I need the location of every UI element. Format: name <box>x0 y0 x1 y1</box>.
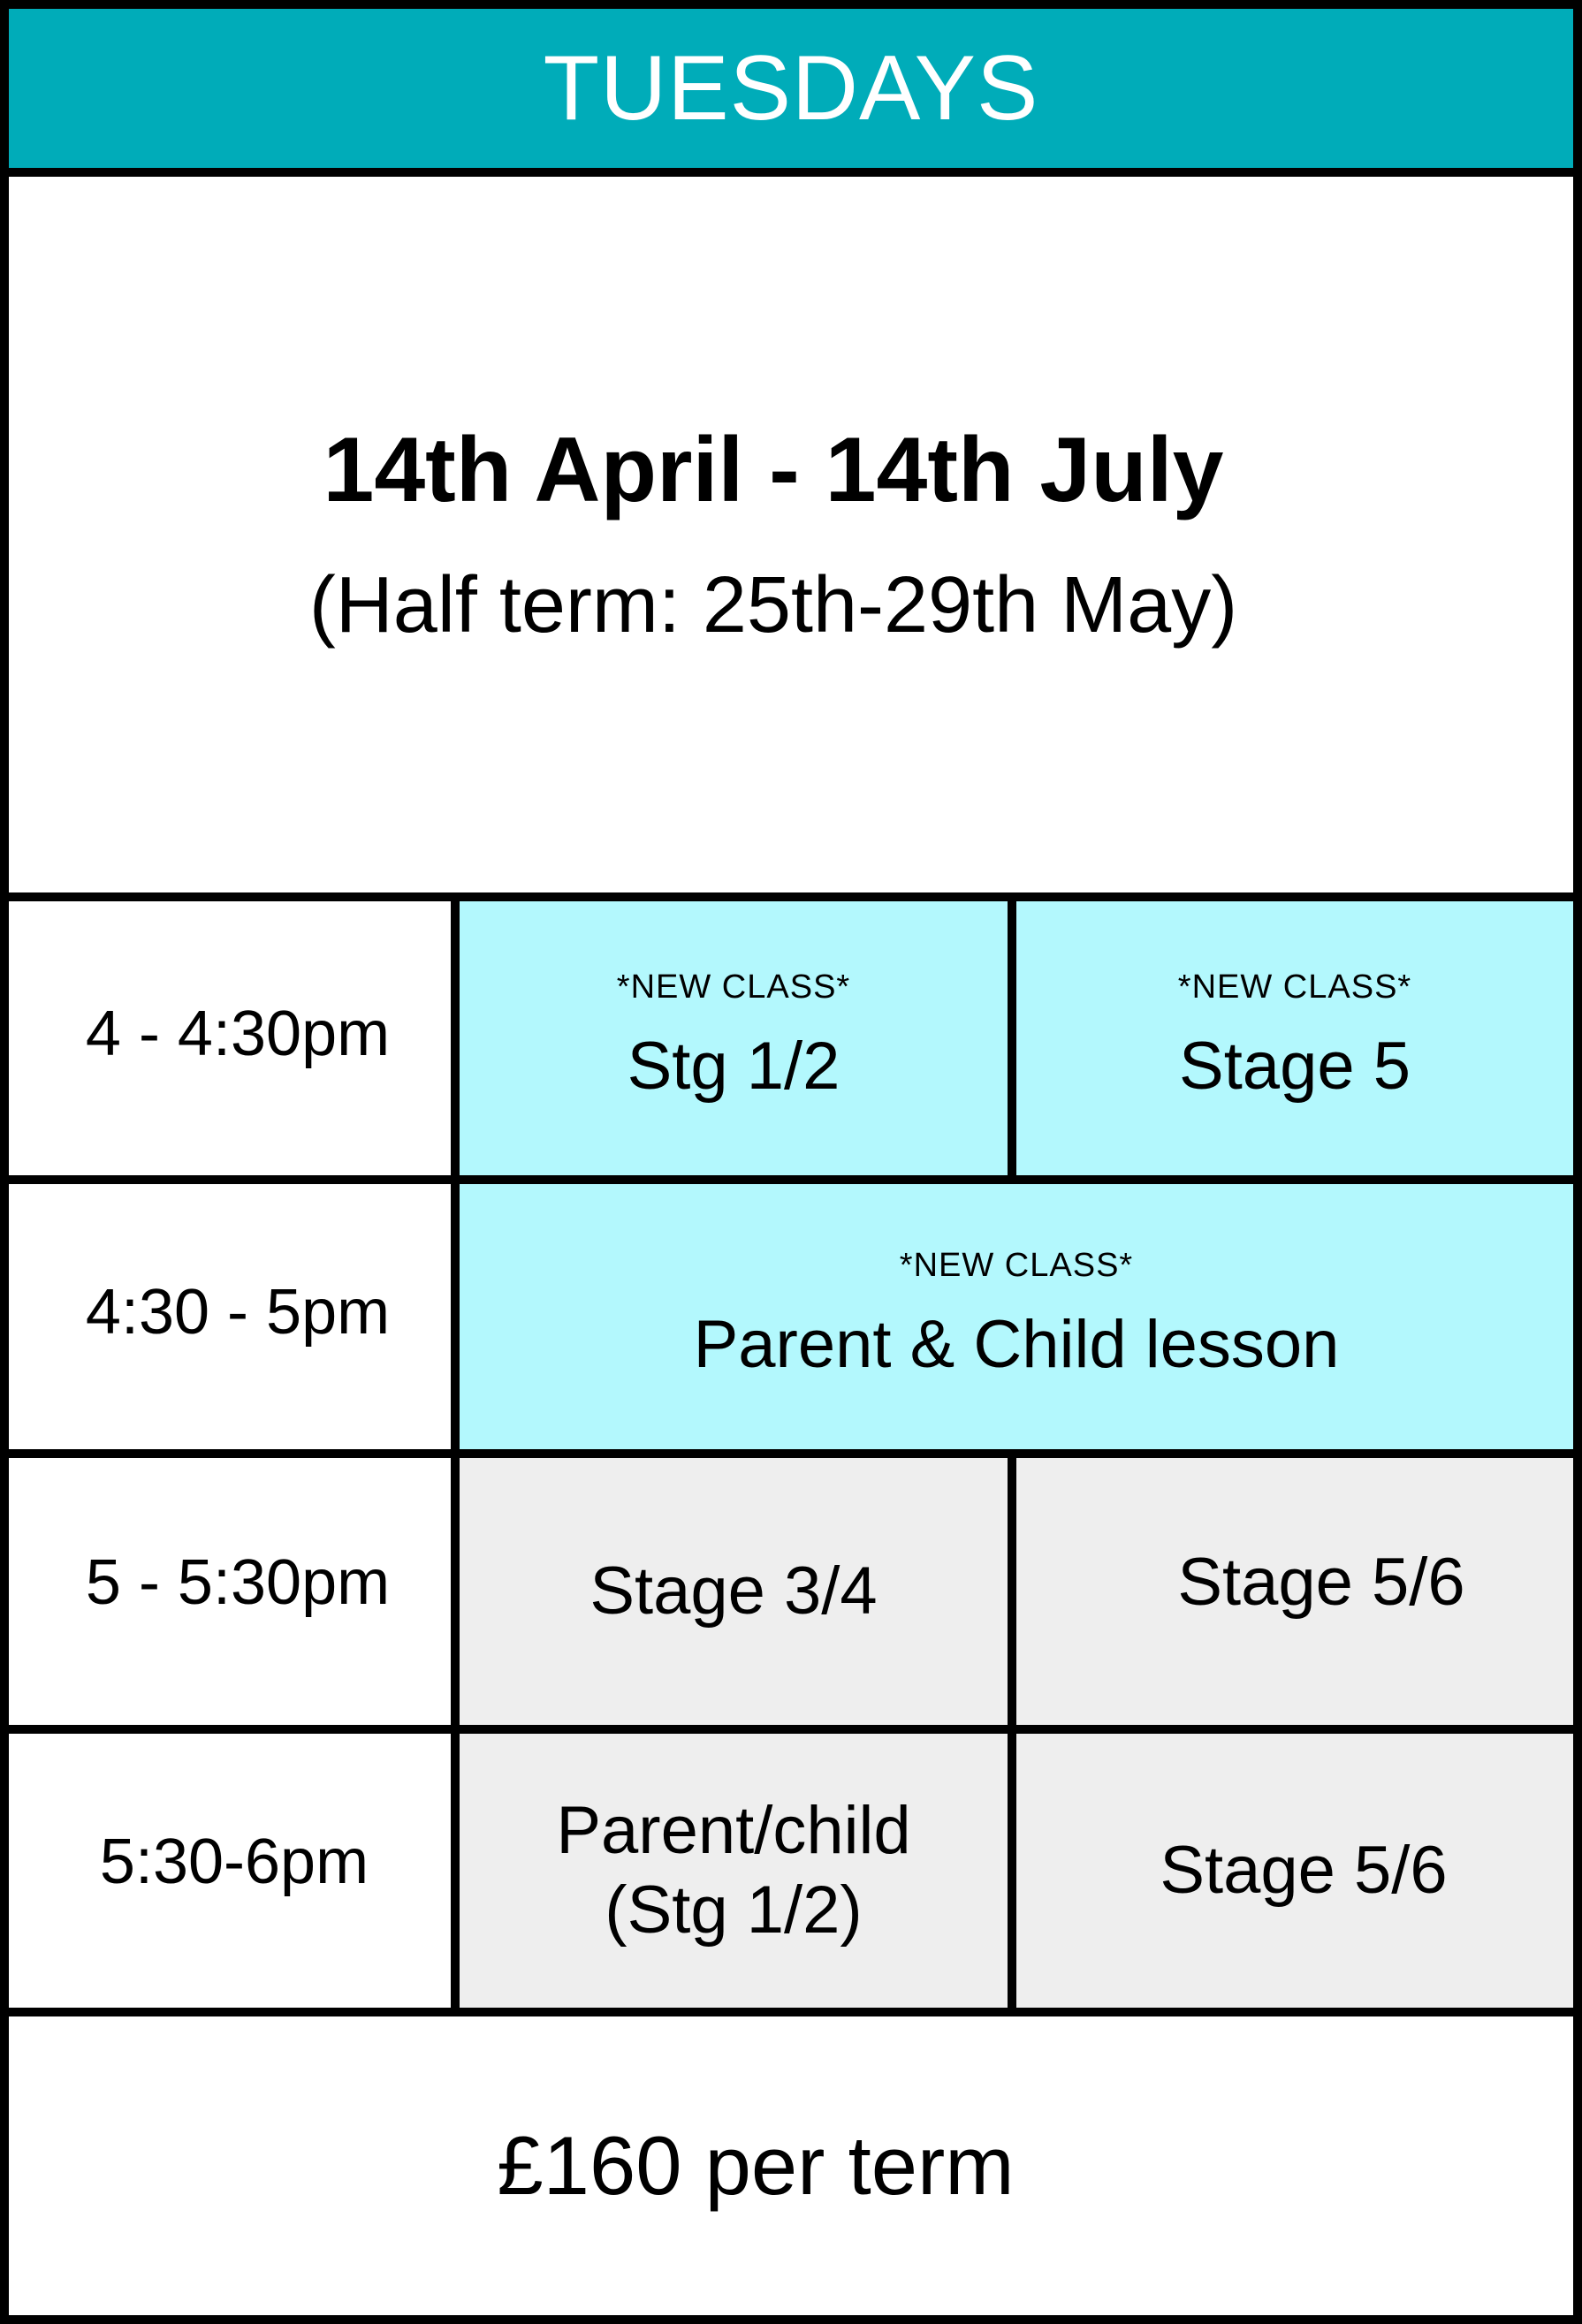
time-slot-2 <box>9 1184 451 1449</box>
time-slot-3 <box>9 1458 451 1725</box>
term-date-range: 14th April - 14th July <box>323 419 1224 521</box>
time-slot-4 <box>9 1734 451 2008</box>
new-class-badge: *NEW CLASS* <box>899 1247 1134 1285</box>
half-term-note: (Half term: 25th-29th May) <box>308 561 1238 649</box>
class-cell-parent-child-stg-1-2 <box>460 1734 1008 2008</box>
class-cell-stage-3-4 <box>460 1458 1008 1725</box>
time-label: 4:30 - 5pm <box>85 1277 391 1348</box>
class-name-line-2: (Stg 1/2) <box>605 1872 863 1948</box>
day-header <box>9 9 1573 168</box>
class-name: Stage 5/6 <box>1160 1833 1448 1909</box>
term-dates-panel <box>9 177 1573 892</box>
class-name: Parent & Child lesson <box>693 1307 1340 1383</box>
new-class-badge: *NEW CLASS* <box>616 968 851 1006</box>
time-label: 5 - 5:30pm <box>85 1547 391 1618</box>
class-cell-stage-5 <box>1016 901 1573 1175</box>
day-title: TUESDAYS <box>543 37 1039 140</box>
time-label: 5:30-6pm <box>99 1827 369 1897</box>
time-label: 4 - 4:30pm <box>85 999 391 1069</box>
class-name: Stage 5/6 <box>1177 1545 1465 1621</box>
class-cell-parent-child-lesson <box>460 1184 1573 1449</box>
class-name: Stg 1/2 <box>627 1029 840 1105</box>
class-cell-stage-5-6 <box>1016 1458 1573 1725</box>
class-name: Stage 5 <box>1179 1029 1411 1105</box>
new-class-badge: *NEW CLASS* <box>1177 968 1412 1006</box>
price-panel <box>9 2016 1573 2315</box>
time-slot-1 <box>9 901 451 1175</box>
class-cell-stage-5-6-late <box>1016 1734 1573 2008</box>
class-name-line-1: Parent/child <box>556 1793 911 1869</box>
class-name: Stage 3/4 <box>589 1553 878 1629</box>
class-cell-stg-1-2 <box>460 901 1008 1175</box>
term-price: £160 per term <box>497 2119 1015 2212</box>
